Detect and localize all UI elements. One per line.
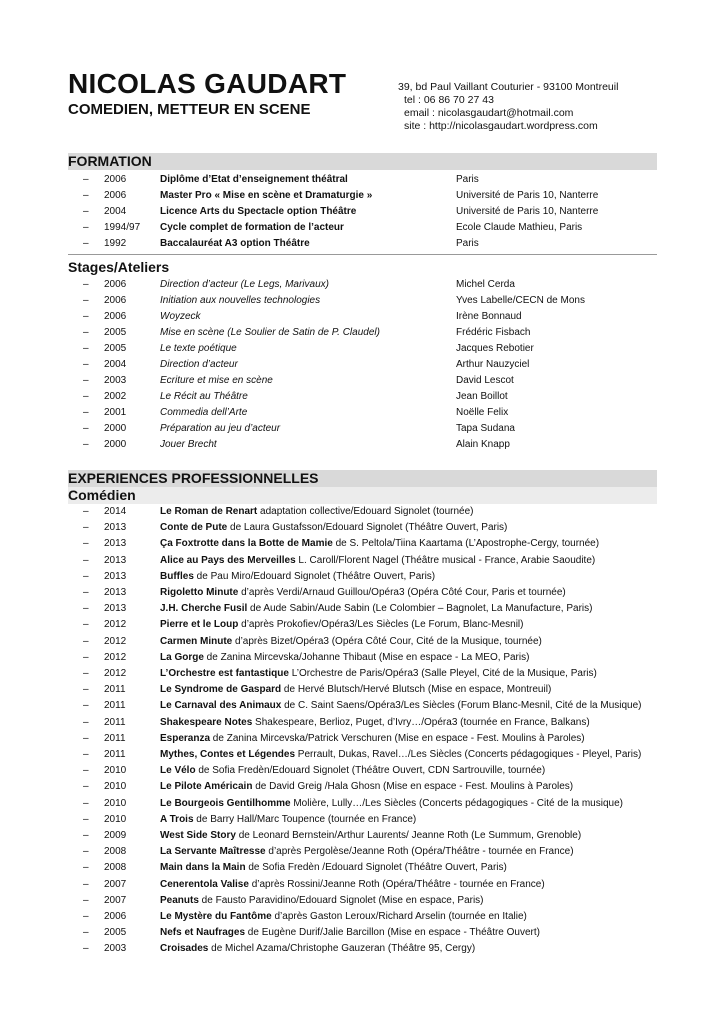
- dash-bullet: –: [83, 359, 89, 370]
- row-description: [160, 634, 542, 650]
- production-title: Carmen Minute: [160, 635, 233, 647]
- row-description: [160, 763, 545, 779]
- production-title: La Servante Maîtresse: [160, 846, 266, 858]
- contact-email: email : nicolasgaudart@hotmail.com: [404, 107, 574, 119]
- production-title: Nefs et Naufrages: [160, 927, 246, 939]
- row-description: Baccalauréat A3 option Théâtre: [160, 238, 310, 249]
- production-title: L’Orchestre est fantastique: [160, 668, 289, 679]
- dash-bullet: –: [83, 943, 89, 955]
- dash-bullet: –: [83, 830, 89, 841]
- row-description: [160, 844, 574, 860]
- contact-address: 39, bd Paul Vaillant Couturier - 93100 Montreuil: [398, 81, 619, 93]
- experiences-subheading: Comédien: [68, 487, 657, 504]
- cv-name: NICOLAS GAUDART: [68, 68, 347, 99]
- dash-bullet: –: [83, 222, 89, 233]
- row-year: 2007: [104, 878, 127, 890]
- production-title: A Trois: [160, 813, 194, 825]
- dash-bullet: –: [83, 439, 89, 450]
- production-title: Le Pilote Américain: [160, 781, 253, 793]
- row-year: 2006: [104, 174, 127, 185]
- row-year: 2006: [104, 279, 127, 290]
- production-details: de Sofia Fredèn/Edouard Signolet (Théâtre Ouvert, CDN Sartrouville, tournée): [195, 765, 546, 777]
- row-year: 2009: [104, 830, 127, 841]
- row-description: [160, 504, 474, 520]
- dash-bullet: –: [83, 684, 89, 696]
- row-place: Paris: [456, 238, 479, 249]
- row-year: 1992: [104, 238, 127, 249]
- production-details: de Leonard Bernstein/Arthur Laurents/ Jeanne Roth (Le Summum, Grenoble): [235, 830, 582, 841]
- production-details: de Zanina Mircevska/Patrick Verschuren (Mise en espace - Fest. Moulins à Paroles): [210, 732, 585, 744]
- row-year: 2004: [104, 206, 127, 217]
- row-description: [160, 536, 599, 552]
- row-year: 2013: [104, 603, 127, 615]
- row-year: 2010: [104, 781, 127, 793]
- production-details: adaptation collective/Edouard Signolet (tournée): [257, 506, 474, 517]
- experiences-heading: EXPERIENCES PROFESSIONNELLES: [68, 470, 657, 487]
- row-description: [160, 747, 641, 763]
- production-details: de Laura Gustafsson/Edouard Signolet (Théâtre Ouvert, Paris): [227, 522, 508, 534]
- dash-bullet: –: [83, 700, 89, 712]
- row-year: 2005: [104, 343, 127, 354]
- production-details: de Aude Sabin/Aude Sabin (Le Colombier – Bagnolet, La Manufacture, Paris): [247, 603, 593, 615]
- production-details: de C. Saint Saens/Opéra3/Les Siècles (Forum Blanc-Mesnil, Cité de la Musique): [281, 700, 642, 712]
- row-description: [160, 682, 551, 698]
- dash-bullet: –: [83, 765, 89, 777]
- row-description: Commedia dell’Arte: [160, 407, 248, 418]
- production-details: d’après Verdi/Arnaud Guillou/Opéra3 (Opéra Côté Cour, Paris et tournée): [238, 587, 566, 598]
- row-place: Irène Bonnaud: [456, 311, 522, 322]
- dash-bullet: –: [83, 295, 89, 306]
- production-details: d’après Prokofiev/Opéra3/Les Siècles (Le Forum, Blanc-Mesnil): [238, 619, 524, 631]
- row-place: Paris: [456, 174, 479, 185]
- row-year: 2006: [104, 911, 127, 922]
- dash-bullet: –: [83, 279, 89, 290]
- dash-bullet: –: [83, 391, 89, 402]
- production-details: de David Greig /Hala Ghosn (Mise en espace - Fest. Moulins à Paroles): [252, 781, 574, 793]
- row-year: 2008: [104, 862, 127, 874]
- row-description: Master Pro « Mise en scène et Dramaturgie »: [160, 190, 373, 201]
- dash-bullet: –: [83, 911, 89, 922]
- row-year: 2010: [104, 765, 127, 777]
- row-description: Ecriture et mise en scène: [160, 375, 273, 386]
- row-place: Jacques Rebotier: [456, 343, 534, 354]
- dash-bullet: –: [83, 927, 89, 939]
- production-title: Le Mystère du Fantôme: [160, 911, 272, 922]
- row-place: Noëlle Felix: [456, 407, 509, 418]
- row-year: 2011: [104, 716, 126, 728]
- production-details: de Pau Miro/Edouard Signolet (Théâtre Ouvert, Paris): [193, 570, 436, 582]
- row-description: [160, 569, 435, 585]
- production-details: de Hervé Blutsch/Hervé Blutsch (Mise en espace, Montreuil): [281, 684, 552, 696]
- row-description: Cycle complet de formation de l’acteur: [160, 222, 344, 233]
- row-year: 2010: [104, 797, 127, 809]
- production-title: Buffles: [160, 570, 194, 582]
- production-details: de Fausto Paravidino/Edouard Signolet (Mise en espace, Paris): [198, 894, 484, 906]
- row-place: Université de Paris 10, Nanterre: [456, 206, 599, 217]
- row-description: Mise en scène (Le Soulier de Satin de P. Claudel): [160, 327, 380, 338]
- row-year: 2014: [104, 506, 127, 517]
- row-description: Préparation au jeu d’acteur: [160, 423, 281, 434]
- production-details: d’après Rossini/Jeanne Roth (Opéra/Théâtre - tournée en France): [248, 878, 545, 890]
- production-title: Pierre et le Loup: [160, 619, 239, 631]
- row-description: [160, 585, 566, 601]
- row-description: Le Récit au Théâtre: [160, 391, 248, 402]
- dash-bullet: –: [83, 522, 89, 534]
- production-title: La Gorge: [160, 651, 204, 663]
- row-description: Woyzeck: [160, 311, 201, 322]
- row-year: 2000: [104, 439, 127, 450]
- row-description: [160, 698, 642, 714]
- dash-bullet: –: [83, 619, 89, 631]
- row-place: David Lescot: [456, 375, 514, 386]
- dash-bullet: –: [83, 716, 89, 728]
- row-year: 2005: [104, 327, 127, 338]
- production-title: Cenerentola Valise: [160, 878, 249, 890]
- row-description: [160, 520, 507, 536]
- row-year: 2011: [104, 700, 126, 712]
- cv-subtitle: COMEDIEN, METTEUR EN SCENE: [68, 101, 311, 118]
- production-details: de Sofia Fredèn /Edouard Signolet (Théâtre Ouvert, Paris): [245, 862, 507, 874]
- row-description: [160, 553, 595, 569]
- row-description: [160, 796, 623, 812]
- row-description: [160, 860, 507, 876]
- row-year: 2005: [104, 927, 127, 939]
- dash-bullet: –: [83, 407, 89, 418]
- production-details: d’après Bizet/Opéra3 (Opéra Côté Cour, Cité de la Musique, tournée): [232, 635, 542, 647]
- formation-divider: [68, 254, 657, 255]
- formation-heading: FORMATION: [68, 153, 657, 170]
- row-year: 2000: [104, 423, 127, 434]
- contact-tel: tel : 06 86 70 27 43: [404, 94, 494, 106]
- stages-heading: Stages/Ateliers: [68, 259, 170, 275]
- row-year: 2013: [104, 570, 127, 582]
- production-title: Rigoletto Minute: [160, 587, 239, 598]
- row-description: Direction d’acteur: [160, 359, 238, 370]
- dash-bullet: –: [83, 813, 89, 825]
- dash-bullet: –: [83, 174, 89, 185]
- row-description: [160, 601, 592, 617]
- production-title: Ça Foxtrotte dans la Botte de Mamie: [160, 538, 333, 550]
- production-details: de S. Peltola/Tiina Kaartama (L’Apostrophe-Cergy, tournée): [332, 538, 600, 550]
- row-year: 2002: [104, 391, 127, 402]
- row-year: 2006: [104, 190, 127, 201]
- dash-bullet: –: [83, 343, 89, 354]
- production-details: de Eugène Durif/Jalie Barcillon (Mise en espace - Théâtre Ouvert): [245, 927, 540, 939]
- dash-bullet: –: [83, 862, 89, 874]
- dash-bullet: –: [83, 878, 89, 890]
- row-description: [160, 617, 523, 633]
- row-year: 2013: [104, 587, 127, 598]
- dash-bullet: –: [83, 554, 89, 566]
- dash-bullet: –: [83, 238, 89, 249]
- row-description: Diplôme d’Etat d’enseignement théâtral: [160, 174, 348, 185]
- dash-bullet: –: [83, 651, 89, 663]
- dash-bullet: –: [83, 732, 89, 744]
- dash-bullet: –: [83, 423, 89, 434]
- row-year: 2013: [104, 538, 127, 550]
- row-year: 2012: [104, 619, 127, 631]
- row-year: 2010: [104, 813, 127, 825]
- row-year: 2006: [104, 295, 127, 306]
- dash-bullet: –: [83, 894, 89, 906]
- production-title: Le Vélo: [160, 765, 196, 777]
- row-description: [160, 828, 581, 844]
- dash-bullet: –: [83, 311, 89, 322]
- row-description: Direction d’acteur (Le Legs, Marivaux): [160, 279, 329, 290]
- row-description: [160, 812, 416, 828]
- row-year: 2003: [104, 375, 127, 386]
- row-year: 2008: [104, 846, 127, 858]
- dash-bullet: –: [83, 375, 89, 386]
- row-year: 2007: [104, 894, 127, 906]
- row-description: [160, 650, 529, 666]
- row-description: [160, 925, 540, 941]
- production-title: Esperanza: [160, 732, 211, 744]
- row-year: 2011: [104, 732, 126, 744]
- production-title: Shakespeare Notes: [160, 716, 253, 728]
- row-description: Jouer Brecht: [160, 439, 217, 450]
- row-description: [160, 715, 590, 731]
- dash-bullet: –: [83, 846, 89, 858]
- production-title: Le Syndrome de Gaspard: [160, 684, 282, 696]
- production-details: L’Orchestre de Paris/Opéra3 (Salle Pleyel, Cité de la Musique, Paris): [288, 668, 597, 679]
- row-place: Alain Knapp: [456, 439, 510, 450]
- production-title: Le Bourgeois Gentilhomme: [160, 797, 291, 809]
- row-year: 2001: [104, 407, 127, 418]
- row-place: Arthur Nauzyciel: [456, 359, 530, 370]
- dash-bullet: –: [83, 603, 89, 615]
- dash-bullet: –: [83, 749, 89, 760]
- production-details: Molière, Lully…/Les Siècles (Concerts pédagogiques - Cité de la musique): [290, 797, 623, 809]
- production-details: de Michel Azama/Christophe Gauzeran (Théâtre 95, Cergy): [208, 943, 476, 955]
- dash-bullet: –: [83, 587, 89, 598]
- production-title: West Side Story: [160, 830, 236, 841]
- row-description: [160, 893, 484, 909]
- production-details: L. Caroll/Florent Nagel (Théâtre musical - France, Arabie Saoudite): [295, 554, 596, 566]
- production-title: Main dans la Main: [160, 862, 246, 874]
- contact-site: site : http://nicolasgaudart.wordpress.com: [404, 120, 598, 132]
- row-place: Tapa Sudana: [456, 423, 515, 434]
- production-title: Mythes, Contes et Légendes: [160, 749, 296, 760]
- row-year: 2013: [104, 522, 127, 534]
- dash-bullet: –: [83, 506, 89, 517]
- dash-bullet: –: [83, 190, 89, 201]
- row-year: 2012: [104, 668, 127, 679]
- production-details: d’après Pergolèse/Jeanne Roth (Opéra/Théâtre - tournée en France): [265, 846, 574, 858]
- production-title: Conte de Pute: [160, 522, 228, 534]
- production-title: Croisades: [160, 943, 209, 955]
- row-description: [160, 731, 585, 747]
- production-details: de Barry Hall/Marc Toupence (tournée en France): [193, 813, 417, 825]
- production-title: Peanuts: [160, 894, 199, 906]
- row-year: 1994/97: [104, 222, 141, 233]
- row-place: Université de Paris 10, Nanterre: [456, 190, 599, 201]
- row-place: Ecole Claude Mathieu, Paris: [456, 222, 583, 233]
- dash-bullet: –: [83, 635, 89, 647]
- row-place: Yves Labelle/CECN de Mons: [456, 295, 585, 306]
- production-details: de Zanina Mircevska/Johanne Thibaut (Mise en espace - La MEO, Paris): [203, 651, 530, 663]
- production-details: d’après Gaston Leroux/Richard Arselin (tournée en Italie): [271, 911, 527, 922]
- dash-bullet: –: [83, 668, 89, 679]
- row-description: Initiation aux nouvelles technologies: [160, 295, 321, 306]
- row-place: Frédéric Fisbach: [456, 327, 531, 338]
- row-description: Licence Arts du Spectacle option Théâtre: [160, 206, 357, 217]
- row-description: [160, 877, 545, 893]
- row-year: 2011: [104, 749, 126, 760]
- production-title: Le Carnaval des Animaux: [160, 700, 282, 712]
- production-title: Le Roman de Renart: [160, 506, 258, 517]
- row-description: Le texte poétique: [160, 343, 237, 354]
- row-year: 2012: [104, 635, 127, 647]
- production-details: Perrault, Dukas, Ravel…/Les Siècles (Concerts pédagogiques - Pleyel, Paris): [295, 749, 642, 760]
- row-year: 2003: [104, 943, 127, 955]
- row-description: [160, 941, 475, 957]
- production-details: Shakespeare, Berlioz, Puget, d’Ivry…/Opéra3 (tournée en France, Balkans): [252, 716, 590, 728]
- row-place: Jean Boillot: [456, 391, 508, 402]
- row-year: 2013: [104, 554, 127, 566]
- row-year: 2006: [104, 311, 127, 322]
- dash-bullet: –: [83, 570, 89, 582]
- dash-bullet: –: [83, 538, 89, 550]
- row-description: [160, 666, 597, 682]
- production-title: Alice au Pays des Merveilles: [160, 554, 296, 566]
- dash-bullet: –: [83, 206, 89, 217]
- row-year: 2012: [104, 651, 127, 663]
- dash-bullet: –: [83, 797, 89, 809]
- dash-bullet: –: [83, 327, 89, 338]
- production-title: J.H. Cherche Fusil: [160, 603, 248, 615]
- dash-bullet: –: [83, 781, 89, 793]
- contact-block: [398, 81, 618, 133]
- row-place: Michel Cerda: [456, 279, 515, 290]
- row-description: [160, 909, 527, 925]
- row-year: 2004: [104, 359, 127, 370]
- row-description: [160, 779, 573, 795]
- row-year: 2011: [104, 684, 126, 696]
